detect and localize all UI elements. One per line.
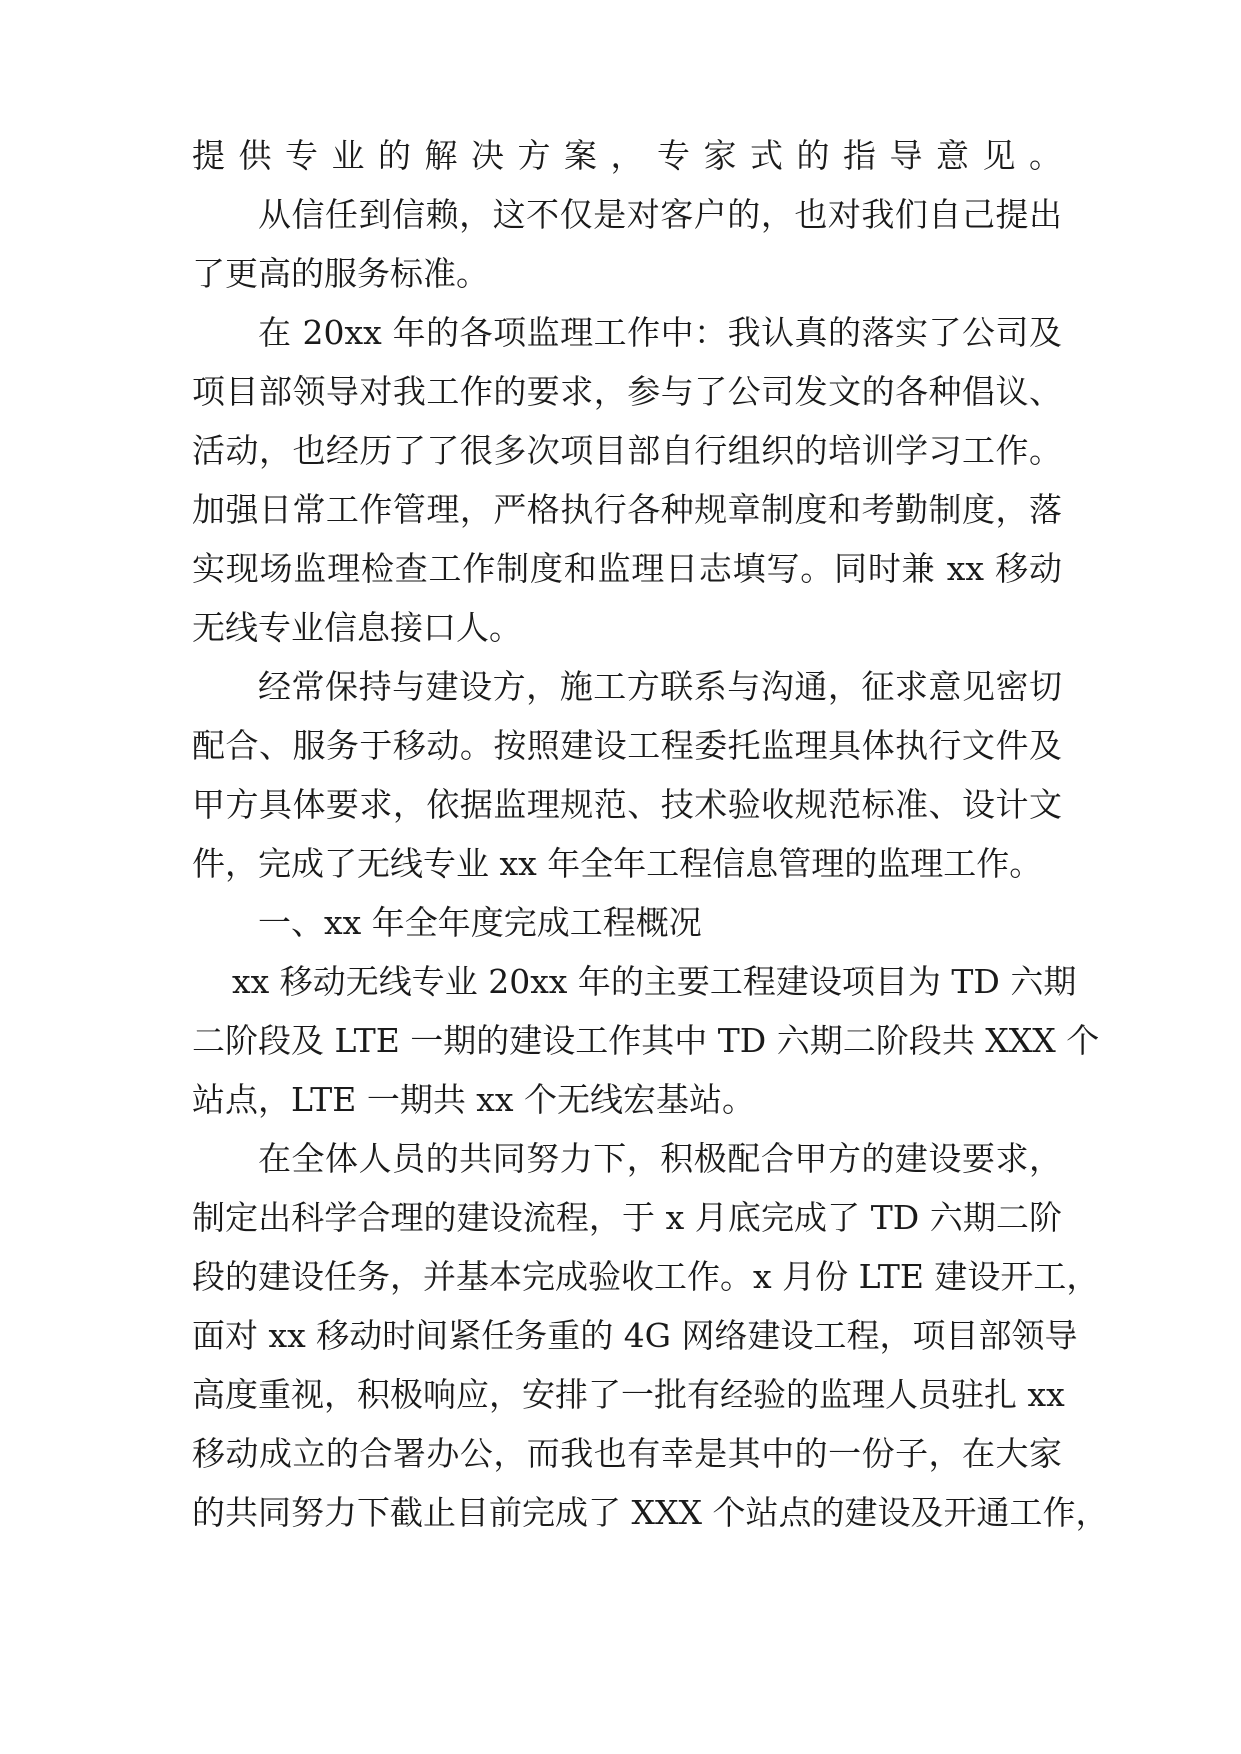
text-line: 件，完成了无线专业 xx 年全年工程信息管理的监理工作。: [192, 844, 1043, 883]
text-line: 甲方具体要求，依据监理规范、技术验收规范标准、设计文: [192, 785, 1062, 824]
text-line: 项目部领导对我工作的要求，参与了公司发文的各种倡议、: [192, 372, 1062, 411]
text-line: 高度重视，积极响应，安排了一批有经验的监理人员驻扎 xx: [192, 1375, 1065, 1414]
text-line: 段的建设任务，并基本完成验收工作。x 月份 LTE 建设开工，: [192, 1257, 1100, 1296]
paragraph-first-line: 在 20xx 年的各项监理工作中：我认真的落实了公司及: [258, 313, 1062, 352]
text-line: 无线专业信息接口人。: [192, 608, 522, 647]
text-line: 实现场监理检查工作制度和监理日志填写。同时兼 xx 移动: [192, 549, 1062, 588]
paragraph-first-line: 从信任到信赖，这不仅是对客户的，也对我们自己提出: [258, 195, 1062, 234]
text-line: 二阶段及 LTE 一期的建设工作其中 TD 六期二阶段共 XXX 个: [192, 1021, 1100, 1060]
text-line: 配合、服务于移动。按照建设工程委托监理具体执行文件及: [192, 726, 1062, 765]
paragraph-first-line: 在全体人员的共同努力下，积极配合甲方的建设要求，: [258, 1139, 1062, 1178]
text-line: 面对 xx 移动时间紧任务重的 4G 网络建设工程，项目部领导: [192, 1316, 1078, 1355]
body-text: [192, 126, 1109, 1542]
paragraph-first-line: xx 移动无线专业 20xx 年的主要工程建设项目为 TD 六期: [232, 962, 1077, 1001]
section-heading: 一、xx 年全年度完成工程概况: [258, 903, 702, 942]
paragraph-first-line: 经常保持与建设方，施工方联系与沟通，征求意见密切: [258, 667, 1062, 706]
text-line: 制定出科学合理的建设流程，于 x 月底完成了 TD 六期二阶: [192, 1198, 1062, 1237]
text-line: 加强日常工作管理，严格执行各种规章制度和考勤制度，落: [192, 490, 1062, 529]
text-line: 的共同努力下截止目前完成了 XXX 个站点的建设及开通工作，: [192, 1493, 1109, 1532]
text-line: 活动，也经历了了很多次项目部自行组织的培训学习工作。: [192, 431, 1062, 470]
text-line: 站点，LTE 一期共 xx 个无线宏基站。: [192, 1080, 756, 1119]
text-line: 移动成立的合署办公，而我也有幸是其中的一份子，在大家: [192, 1434, 1062, 1473]
text-line: 了更高的服务标准。: [192, 254, 489, 293]
text-line: 提供专业的解决方案，专家式的指导意见。: [192, 136, 1062, 175]
